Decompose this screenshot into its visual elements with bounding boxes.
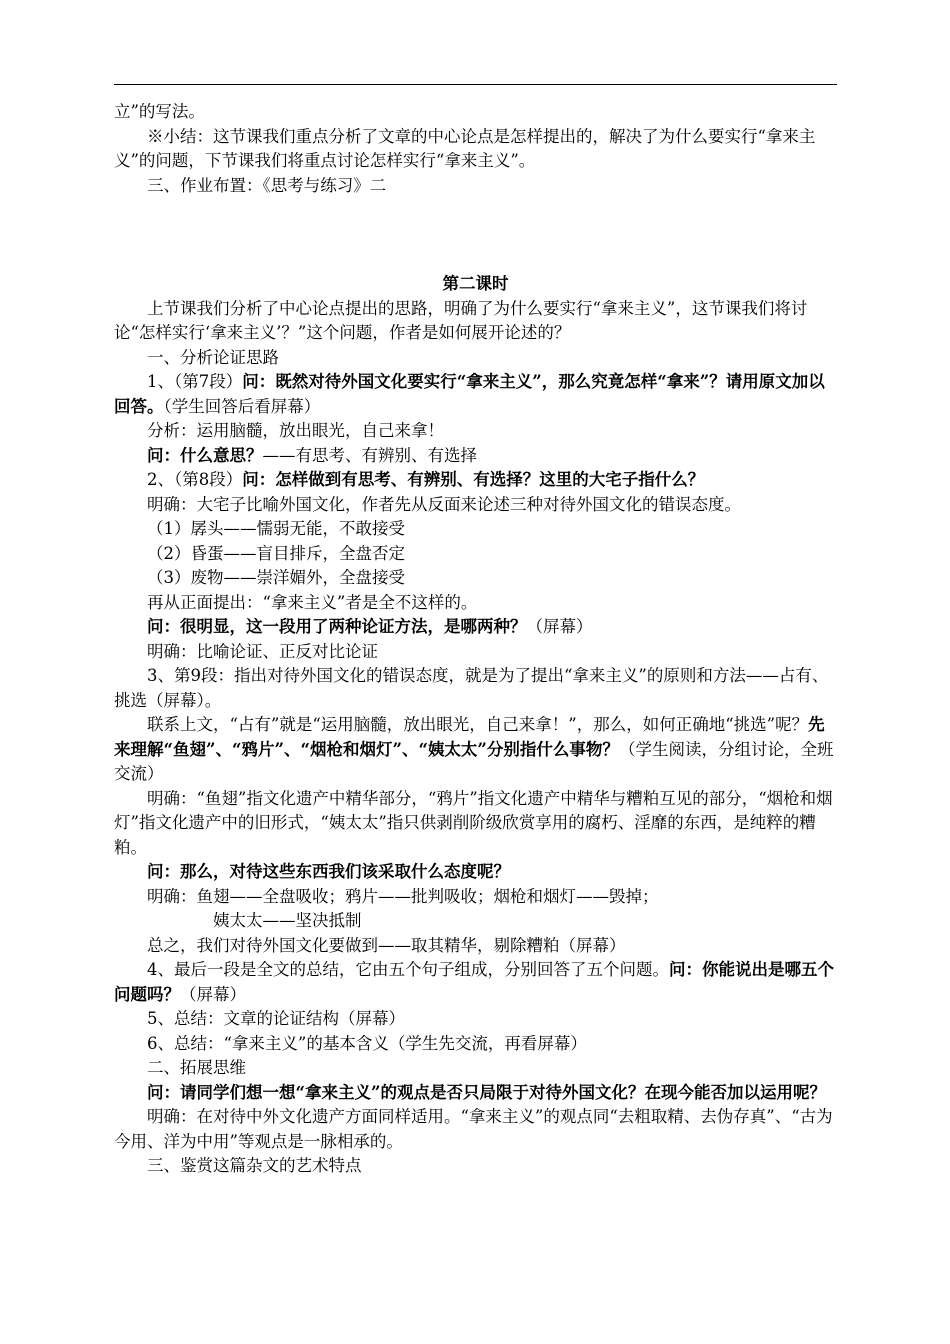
list-item: （1）孱头——懦弱无能，不敢接受: [147, 519, 405, 538]
question-text: 问：既然对待外国文化要实行“拿来主义”，那么究竟怎样“拿来”？请用原文加以回答。: [114, 372, 825, 416]
paragraph-analysis: 分析：运用脑髓，放出眼光，自己来拿！: [147, 421, 444, 440]
subheading-extend: 二、拓展思维: [147, 1058, 246, 1077]
list-item: （3）废物——崇洋媚外，全盘接受: [147, 568, 405, 587]
note-text: （学生阅读，分组讨论，全班交流）: [114, 739, 834, 783]
note-text: （屏幕）: [526, 617, 593, 636]
paragraph-clarify-symbols: 明确：“鱼翅”指文化遗产中精华部分，“鸦片”指文化遗产中精华与糟粕互见的部分，“烟枪和烟灯”指文化遗产中的旧形式，“姨太太”指只供剥削阶级欣赏享用的腐朽、淫靡的东西，是纯粹的糟粕。: [114, 788, 833, 857]
paragraph-question-2: [114, 468, 837, 493]
list-item: （2）昏蛋——盲目排斥，全盘否定: [147, 543, 405, 563]
question-text: 问：什么意思？: [147, 445, 263, 465]
section-gap: [114, 198, 837, 272]
header-rule: [114, 84, 837, 85]
paragraph-clarify-methods: 明确：比喻论证、正反对比论证: [147, 641, 378, 661]
paragraph-select: [114, 713, 837, 787]
note-text: （屏幕）: [180, 984, 246, 1004]
subheading-appreciate: 三、鉴赏这篇杂文的艺术特点: [147, 1156, 362, 1175]
paragraph-continuation: 立”的写法。: [114, 102, 205, 121]
question-text: 问：请同学们想一想“拿来主义”的观点是否只局限于对待外国文化？在现今能否加以运用呢？: [147, 1082, 826, 1102]
paragraph-question-methods: [114, 615, 837, 640]
paragraph-intro: 上节课我们分析了中心论点提出的思路，明确了为什么要实行“拿来主义”，这节课我们将讨论“怎样实行‘拿来主义’？”这个问题，作者是如何展开论述的？: [114, 298, 808, 342]
paragraph-question-extend: [114, 1081, 837, 1106]
paragraph-point-6: 6、总结：“拿来主义”的基本含义（学生先交流，再看屏幕）: [147, 1033, 587, 1053]
paragraph-clarify-attitude-cont: 姨太太——坚决抵制: [213, 911, 362, 930]
question-text: 问：很明显，这一段用了两种论证方法，是哪两种？: [147, 617, 527, 636]
paragraph-clarify-extend: 明确：在对待中外文化遗产方面同样适用。“拿来主义”的观点同“去粗取精、去伪存真”、“古为今用、洋为中用”等观点是一脉相承的。: [114, 1107, 833, 1151]
subheading-analysis: 一、分析论证思路: [147, 347, 279, 367]
section-heading: 第二课时: [442, 274, 509, 293]
answer-text: ——有思考、有辨别、有选择: [262, 445, 477, 465]
paragraph-summary: ※小结：这节课我们重点分析了文章的中心论点是怎样提出的，解决了为什么要实行“拿来主义”的问题，下节课我们将重点讨论怎样实行“拿来主义”。: [114, 126, 816, 170]
body-text: 4、最后一段是全文的总结，它由五个句子组成，分别回答了五个问题。: [147, 960, 669, 979]
paragraph-homework: 三、作业布置：《思考与练习》二: [147, 175, 387, 195]
question-text: 问：那么，对待这些东西我们该采取什么态度呢？: [147, 862, 510, 881]
paragraph-conclusion: 总之，我们对待外国文化要做到——取其精华，剔除糟粕（屏幕）: [147, 935, 626, 955]
document-body: [114, 100, 837, 1179]
paragraph-point-4: [114, 958, 837, 1007]
body-text: 联系上文，“占有”就是“运用脑髓，放出眼光，自己来拿！”，那么，如何正确地“挑选”呢？: [147, 715, 809, 734]
item-number: 1、（第7段）: [147, 372, 243, 391]
question-text: 问：你能说出是哪五个问题吗？: [114, 960, 834, 1004]
paragraph-question-attitude: [114, 860, 837, 885]
question-text: 先来理解“鱼翅”、“鸦片”、“烟枪和烟灯”、“姨太太”分别指什么事物？: [114, 715, 825, 759]
note-text: （学生回答后看屏幕）: [163, 396, 321, 416]
paragraph-question-1: [114, 370, 837, 419]
question-text: 问：怎样做到有思考、有辨别、有选择？这里的大宅子指什么？: [242, 470, 705, 489]
paragraph-clarify-attitude: 明确：鱼翅——全盘吸收；鸦片——批判吸收；烟枪和烟灯——毁掉；: [147, 886, 659, 906]
paragraph-point-5: 5、总结：文章的论证结构（屏幕）: [147, 1009, 405, 1028]
item-number: 2、（第8段）: [147, 470, 243, 489]
paragraph-point-3: 3、第9段：指出对待外国文化的错误态度，就是为了提出“拿来主义”的原则和方法——占有、挑选（屏幕）。: [114, 666, 829, 710]
paragraph-question-meaning: [114, 444, 837, 469]
paragraph-clarify-house: 明确：大宅子比喻外国文化，作者先从反面来论述三种对待外国文化的错误态度。: [147, 494, 741, 514]
paragraph-positive: 再从正面提出：“拿来主义”者是全不这样的。: [147, 592, 478, 612]
